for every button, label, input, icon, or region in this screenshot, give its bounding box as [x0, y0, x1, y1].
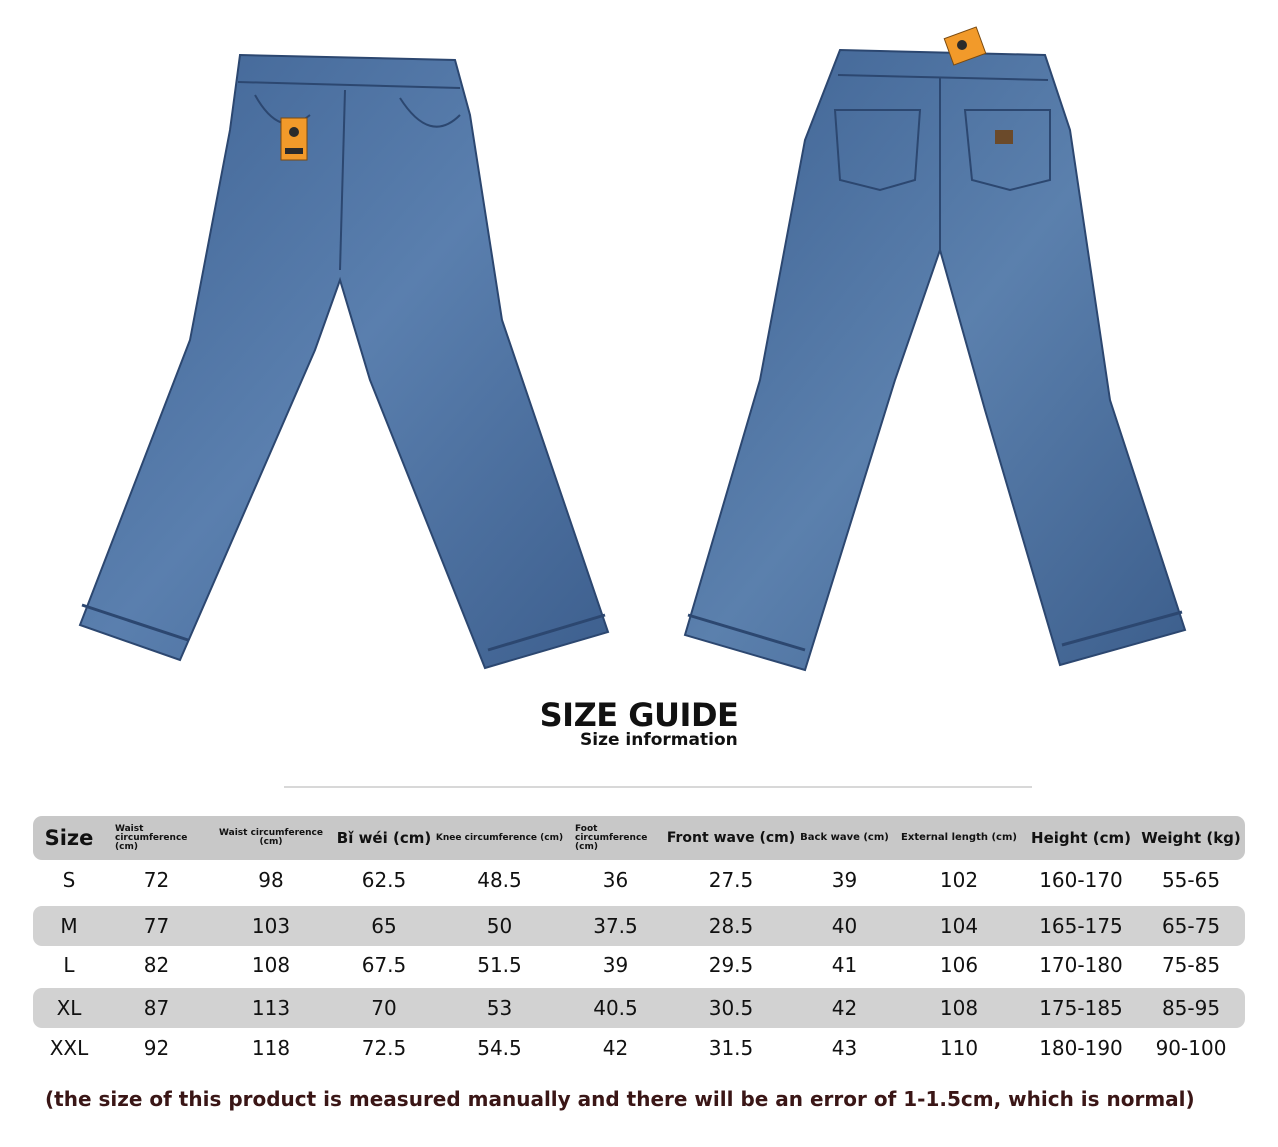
cell: 40.5: [593, 996, 638, 1020]
cell: 39: [831, 868, 858, 892]
cell: 42: [831, 996, 858, 1020]
cell: 104: [939, 914, 979, 938]
cell-size: S: [62, 868, 76, 892]
header-knee-circumference: Knee circumference (cm): [435, 832, 564, 843]
table-header-row: [33, 816, 1245, 860]
cell: 43: [831, 1036, 858, 1060]
divider: [284, 786, 1032, 788]
cell: 108: [251, 953, 291, 977]
jeans-back-illustration: [640, 20, 1240, 680]
header-weight: Weight (kg): [1141, 829, 1241, 847]
cell: 39: [602, 953, 629, 977]
header-front-wave: Front wave (cm): [666, 829, 796, 846]
page-title: SIZE GUIDE: [539, 696, 739, 734]
cell: 37.5: [593, 914, 638, 938]
cell: 48.5: [477, 868, 522, 892]
cell: 85-95: [1161, 996, 1221, 1020]
jeans-back-image: [640, 20, 1240, 680]
cell: 165-175: [1039, 914, 1123, 938]
cell: 82: [143, 953, 170, 977]
jeans-front-image: [40, 20, 640, 680]
cell: 108: [939, 996, 979, 1020]
cell: 50: [486, 914, 513, 938]
cell: 170-180: [1039, 953, 1123, 977]
cell: 72: [143, 868, 170, 892]
cell: 102: [939, 868, 979, 892]
cell-size: XL: [56, 996, 82, 1020]
cell: 75-85: [1161, 953, 1221, 977]
cell: 118: [251, 1036, 291, 1060]
cell: 67.5: [361, 953, 407, 977]
cell: 106: [939, 953, 979, 977]
cell: 92: [143, 1036, 170, 1060]
page-subtitle: Size information: [580, 730, 738, 750]
size-table: [33, 816, 1245, 1068]
cell: 54.5: [477, 1036, 522, 1060]
cell: 70: [371, 996, 397, 1020]
table-row: [33, 988, 1245, 1028]
table-row: [33, 860, 1245, 900]
cell: 160-170: [1039, 868, 1123, 892]
cell: 42: [602, 1036, 629, 1060]
cell: 31.5: [708, 1036, 754, 1060]
cell: 29.5: [708, 953, 754, 977]
cell: 41: [831, 953, 858, 977]
cell: 65-75: [1161, 914, 1221, 938]
cell: 55-65: [1161, 868, 1221, 892]
table-row: [33, 946, 1245, 984]
cell: 65: [371, 914, 397, 938]
cell: 113: [251, 996, 291, 1020]
cell: 53: [486, 996, 513, 1020]
cell: 36: [602, 868, 629, 892]
cell: 87: [143, 996, 170, 1020]
table-row: [33, 1028, 1245, 1068]
header-external-length: External length (cm): [901, 832, 1017, 843]
table-row: [33, 906, 1245, 946]
header-height: Height (cm): [1031, 829, 1131, 847]
cell: 27.5: [708, 868, 754, 892]
cell-size: L: [63, 953, 75, 977]
header-waist-circumference-2: Waist circumference (cm): [219, 828, 323, 847]
header-foot-circumference: Foot circumference (cm): [575, 823, 648, 852]
header-back-wave: Back wave (cm): [800, 832, 889, 843]
measurement-footnote: (the size of this product is measured manually and there will be an error of 1-1.5cm, which is normal): [45, 1087, 1195, 1111]
cell: 77: [143, 914, 170, 938]
cell-size: XXL: [49, 1036, 89, 1060]
cell: 40: [831, 914, 858, 938]
cell: 103: [251, 914, 291, 938]
cell: 175-185: [1039, 996, 1123, 1020]
cell-size: M: [60, 914, 78, 938]
cell: 62.5: [361, 868, 407, 892]
header-size: Size: [44, 826, 94, 850]
cell: 30.5: [708, 996, 754, 1020]
cell: 98: [258, 868, 284, 892]
cell: 51.5: [477, 953, 522, 977]
jeans-front-illustration: [40, 20, 640, 680]
cell: 110: [939, 1036, 979, 1060]
header-bi-wei: Bǐ wéi (cm): [336, 829, 432, 847]
header-waist-circumference-1: Waist circumference (cm): [115, 823, 188, 852]
cell: 72.5: [361, 1036, 407, 1060]
cell: 90-100: [1155, 1036, 1227, 1060]
cell: 28.5: [708, 914, 754, 938]
cell: 180-190: [1039, 1036, 1123, 1060]
